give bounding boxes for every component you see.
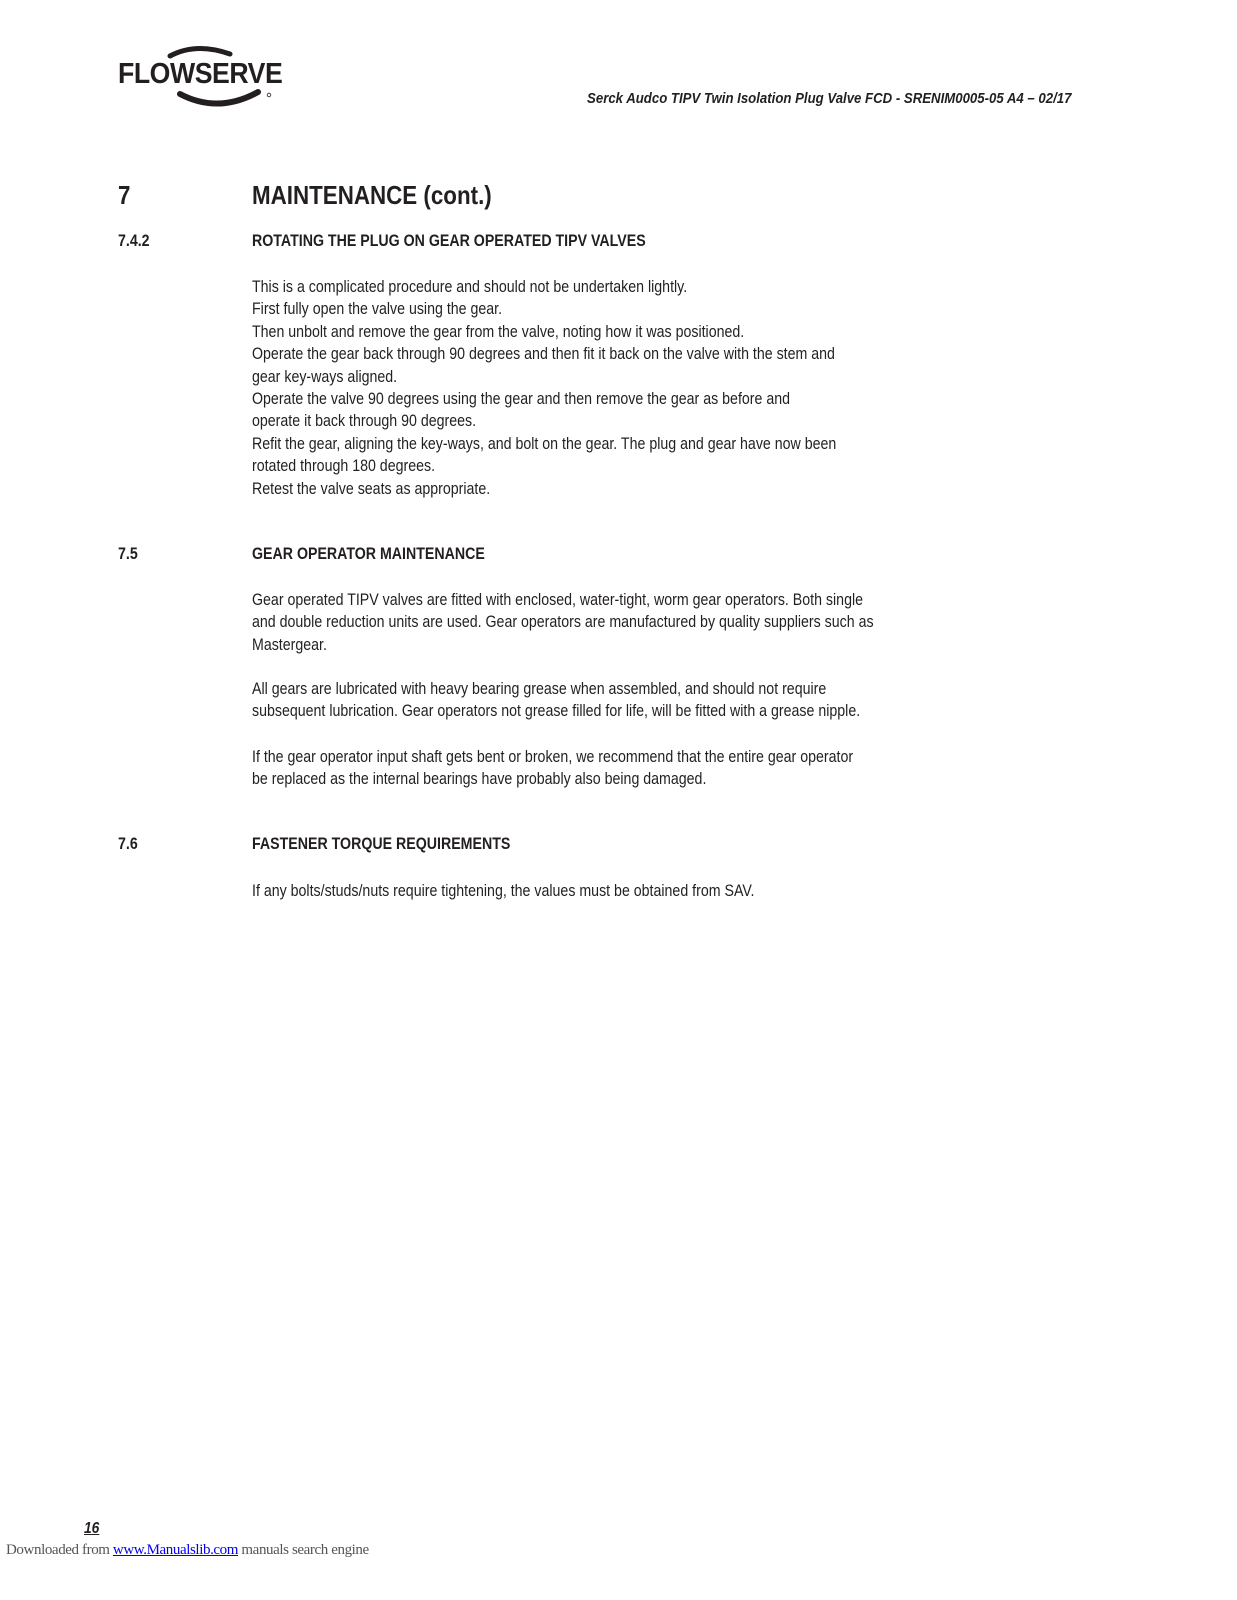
section-heading: GEAR OPERATOR MAINTENANCE xyxy=(252,545,485,563)
flowserve-logo xyxy=(118,40,283,112)
text-line: operate it back through 90 degrees. xyxy=(252,412,477,431)
text-line: Retest the valve seats as appropriate. xyxy=(252,479,491,498)
section-number: 7.5 xyxy=(118,545,138,563)
download-footer xyxy=(6,1542,369,1559)
logo-wordmark: FLOWSERVE xyxy=(118,58,283,90)
text-line: Then unbolt and remove the gear from the valve, noting how it was positioned. xyxy=(252,322,745,341)
text-line: subsequent lubrication. Gear operators not grease filled for life, will be fitted with a grease nipple. xyxy=(252,702,861,721)
chapter-number: 7 xyxy=(118,180,131,210)
text-line: be replaced as the internal bearings have probably also being damaged. xyxy=(252,770,707,789)
section-heading: ROTATING THE PLUG ON GEAR OPERATED TIPV VALVES xyxy=(252,232,646,250)
text-line: Operate the valve 90 degrees using the gear and then remove the gear as before and xyxy=(252,390,791,409)
text-line: Gear operated TIPV valves are fitted with enclosed, water-tight, worm gear operators. Both single xyxy=(252,591,864,609)
section-heading: FASTENER TORQUE REQUIREMENTS xyxy=(252,835,511,853)
document-reference: Serck Audco TIPV Twin Isolation Plug Valve FCD - SRENIM0005-05 A4 – 02/17 xyxy=(586,90,1071,107)
section-paragraph xyxy=(252,589,874,656)
section-number: 7.4.2 xyxy=(118,232,150,250)
text-line: This is a complicated procedure and should not be undertaken lightly. xyxy=(252,278,688,296)
text-line: gear key-ways aligned. xyxy=(252,367,398,386)
section-body xyxy=(252,276,836,500)
chapter-title: MAINTENANCE (cont.) xyxy=(252,180,492,210)
text-line: rotated through 180 degrees. xyxy=(252,457,436,476)
section-paragraph xyxy=(252,678,860,723)
section-paragraph xyxy=(252,746,853,791)
footer-prefix: Downloaded from xyxy=(6,1542,113,1558)
section-body xyxy=(252,880,754,902)
footer-suffix: manuals search engine xyxy=(238,1542,369,1558)
text-line: First fully open the valve using the gear. xyxy=(252,300,503,319)
text-line: If any bolts/studs/nuts require tightening, the values must be obtained from SAV. xyxy=(252,882,755,900)
text-line: Refit the gear, aligning the key-ways, and bolt on the gear. The plug and gear have now been xyxy=(252,434,837,453)
text-line: Operate the gear back through 90 degrees and then fit it back on the valve with the stem and xyxy=(252,345,835,364)
manualslib-link[interactable]: www.Manualslib.com xyxy=(112,1542,239,1558)
text-line: All gears are lubricated with heavy bearing grease when assembled, and should not require xyxy=(252,680,827,698)
section-number: 7.6 xyxy=(118,835,138,853)
text-line: If the gear operator input shaft gets bent or broken, we recommend that the entire gear operator xyxy=(252,748,854,766)
text-line: Mastergear. xyxy=(252,635,327,654)
page-number: 16 xyxy=(84,1520,100,1537)
text-line: and double reduction units are used. Gear operators are manufactured by quality suppliers such as xyxy=(252,613,874,632)
